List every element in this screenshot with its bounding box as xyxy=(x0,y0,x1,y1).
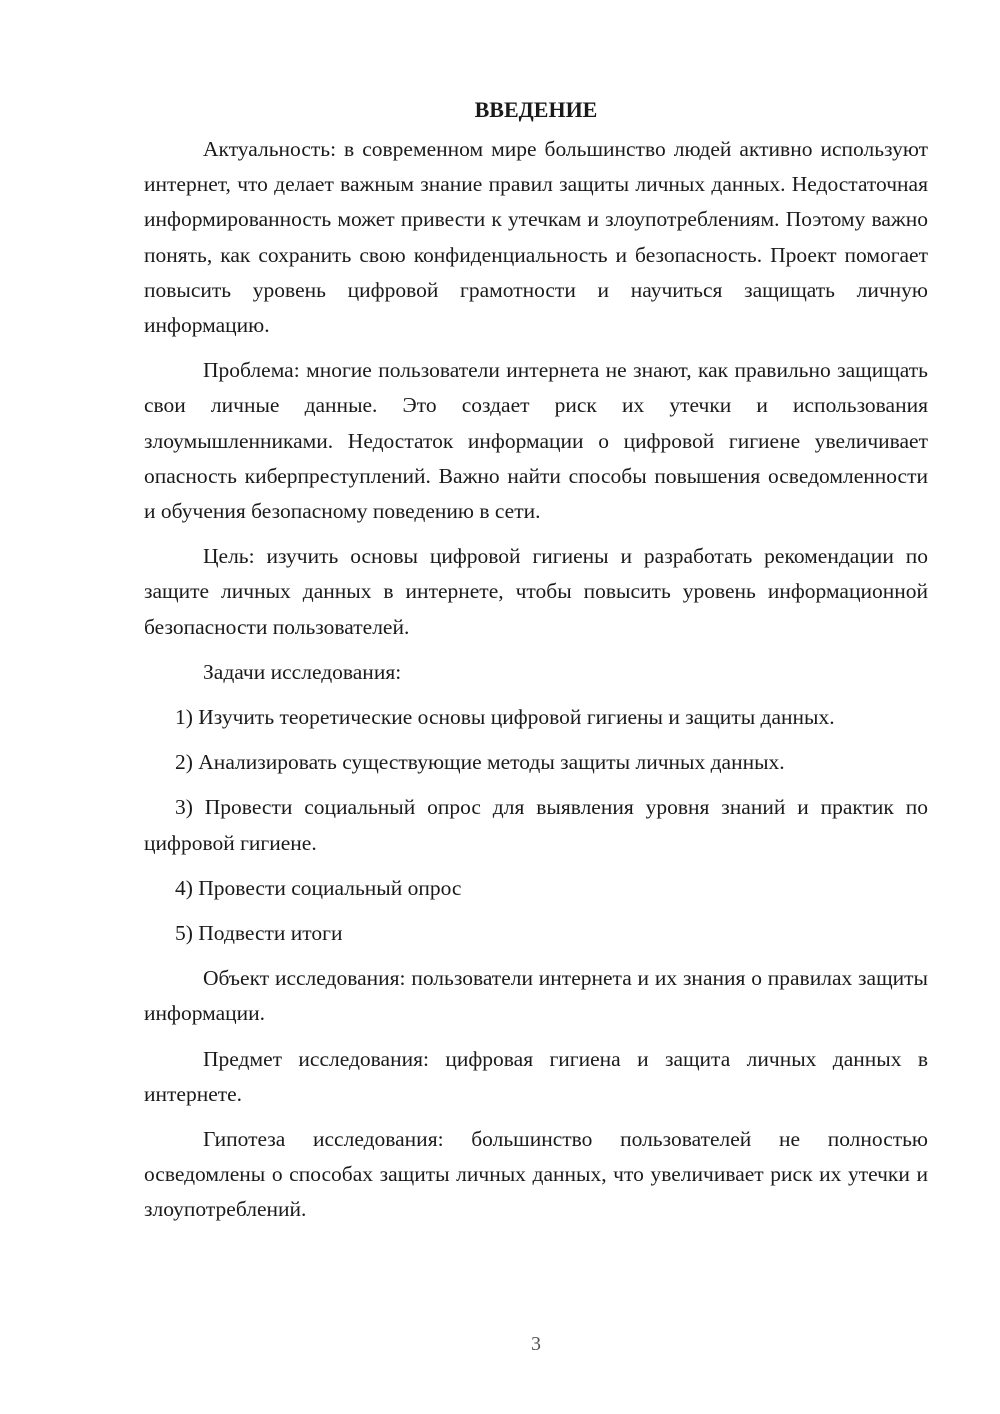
task-item-1: 1) Изучить теоретические основы цифровой гигиены и защиты данных. xyxy=(175,705,835,730)
task-item-3: 3) Провести социальный опрос для выявления уровня знаний и практик по цифровой гигиене. xyxy=(144,795,928,855)
task-item-2: 2) Анализировать существующие методы защиты личных данных. xyxy=(175,750,785,775)
task-item-4: 4) Провести социальный опрос xyxy=(175,875,462,900)
subject-paragraph: Предмет исследования: цифровая гигиена и защита личных данных в интернете. xyxy=(144,1046,928,1106)
relevance-paragraph: Актуальность: в современном мире большинство людей активно используют интернет, что делает важным знание правил защиты личных данных. Недостаточная информированность может привести к утечкам и злоупотреблениям. Поэтому важно понять, как сохранить свою конфиденциальность и безопасность. Проект помогает повысить уровень цифровой грамотности и научиться защищать личную информацию. xyxy=(144,137,928,338)
object-paragraph: Объект исследования: пользователи интернета и их знания о правилах защиты информации. xyxy=(144,966,928,1026)
section-title: ВВЕДЕНИЕ xyxy=(474,97,598,122)
tasks-heading: Задачи исследования: xyxy=(203,659,402,684)
document-page xyxy=(144,92,928,1238)
hypothesis-paragraph: Гипотеза исследования: большинство пользователей не полностью осведомлены о способах защиты личных данных, что увеличивает риск их утечки и злоупотреблений. xyxy=(144,1127,928,1222)
problem-paragraph: Проблема: многие пользователи интернета не знают, как правильно защищать свои личные данные. Это создает риск их утечки и использования злоумышленниками. Недостаток информации о цифровой гигиене увеличивает опасность киберпреступлений. Важно найти способы повышения осведомленности и обучения безопасному поведению в сети. xyxy=(144,358,928,524)
task-item-5: 5) Подвести итоги xyxy=(175,921,343,946)
goal-paragraph: Цель: изучить основы цифровой гигиены и разработать рекомендации по защите личных данных в интернете, чтобы повысить уровень информационной безопасности пользователей. xyxy=(144,544,928,639)
page-number: 3 xyxy=(531,1333,541,1355)
